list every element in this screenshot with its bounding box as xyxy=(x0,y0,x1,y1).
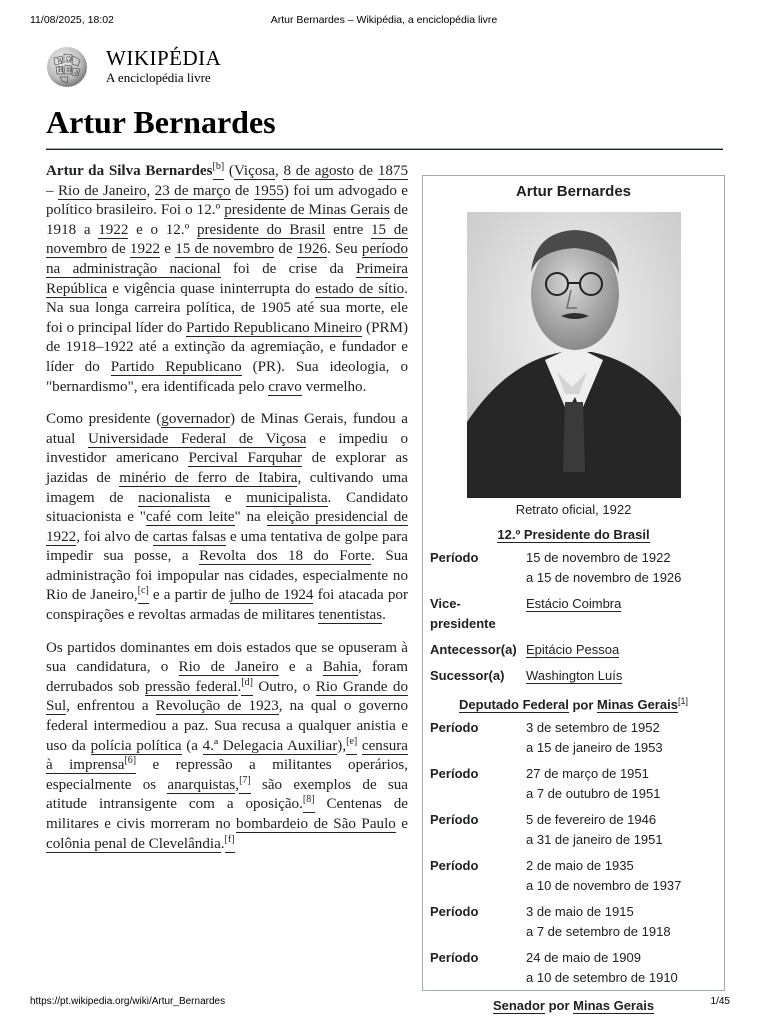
article-link[interactable]: Bahia xyxy=(322,659,358,676)
svg-text:И: И xyxy=(58,67,64,74)
wikipedia-wordmark: WIKIPÉDIA xyxy=(106,46,222,70)
infobox-value xyxy=(526,594,724,634)
infobox-value xyxy=(526,902,724,942)
article-text: . xyxy=(237,678,242,695)
infobox-value xyxy=(526,810,724,850)
article-link[interactable]: Viçosa xyxy=(233,163,275,179)
infobox-value-line: a 15 de janeiro de 1953 xyxy=(526,740,663,756)
infobox-row xyxy=(423,718,724,758)
article-text: Os partidos dominantes em dois estados que se opuseram à sua candidatura, o xyxy=(46,639,408,676)
infobox-row xyxy=(423,856,724,896)
reference-link[interactable] xyxy=(303,796,315,813)
article-text: de explorar as jazidas de xyxy=(46,450,408,486)
article-text: e xyxy=(160,241,176,258)
article-text: foi de crise da xyxy=(220,260,357,277)
infobox-label: Período xyxy=(430,904,479,920)
article-link[interactable]: bombardeio de São Paulo xyxy=(236,816,396,832)
article-link[interactable]: Primeira República xyxy=(46,260,408,297)
reference-sup[interactable]: [d] xyxy=(241,676,253,688)
infobox-row xyxy=(423,666,724,686)
wikipedia-globe-icon xyxy=(44,44,94,88)
infobox-section-heading xyxy=(423,527,724,542)
article-text: e a xyxy=(278,659,323,676)
infobox-heading-link[interactable]: Minas Gerais xyxy=(573,998,655,1014)
reference-sup[interactable]: [8] xyxy=(302,794,315,806)
article-paragraph xyxy=(46,162,408,397)
article-text: , enfrentou a xyxy=(66,698,156,715)
article-text: de xyxy=(107,241,130,258)
infobox-label: Vice-presidente xyxy=(430,596,496,631)
infobox-row xyxy=(423,764,724,804)
article-body xyxy=(46,162,408,867)
article-text: Como presidente ( xyxy=(46,411,162,428)
article-link[interactable]: Universidade Federal de Viçosa xyxy=(87,430,307,447)
article-text: ( xyxy=(224,163,234,179)
article-link[interactable]: 1922 xyxy=(129,241,161,258)
article-text: e a partir de xyxy=(148,587,230,604)
reference-link[interactable] xyxy=(124,757,136,774)
infobox-value-line: a 15 de novembro de 1926 xyxy=(526,570,682,585)
article-link[interactable]: período na administração nacional xyxy=(46,241,409,277)
article-link[interactable]: Revolução de 1923 xyxy=(155,698,279,715)
portrait-caption: Retrato oficial, 1922 xyxy=(515,502,632,517)
article-text: , xyxy=(274,163,284,179)
article-text: , foram derrubados sob xyxy=(46,659,408,695)
infobox-value-line: 24 de maio de 1909 xyxy=(526,950,641,966)
article-text: e uma tentativa de golpe para impedir sua posse, a xyxy=(46,528,408,565)
article-paragraph xyxy=(46,410,408,626)
article-link[interactable]: estado de sítio xyxy=(315,280,405,297)
infobox-row xyxy=(423,548,724,588)
article-link[interactable]: café com leite xyxy=(145,509,235,526)
page-title: Artur Bernardes xyxy=(46,104,276,140)
infobox-heading-link[interactable]: 12.º Presidente do Brasil xyxy=(497,527,650,542)
reference-sup[interactable]: [b] xyxy=(212,160,225,172)
wikipedia-tagline: A enciclopédia livre xyxy=(106,70,211,85)
article-link[interactable]: julho de 1924 xyxy=(229,587,314,604)
article-link[interactable]: 1926 xyxy=(296,241,328,258)
article-text: . Candidato situacionista e " xyxy=(46,489,408,526)
article-text: , foi alvo de xyxy=(76,528,153,545)
article-link[interactable]: governador xyxy=(161,411,231,428)
wikipedia-logo[interactable] xyxy=(44,42,244,92)
infobox-heading-text: por xyxy=(568,697,597,713)
infobox-label: Período xyxy=(430,720,479,736)
article-link[interactable]: presidente de Minas Gerais xyxy=(224,202,390,219)
infobox-value-line: 2 de maio de 1935 xyxy=(526,858,634,874)
reference-link[interactable] xyxy=(224,833,235,853)
article-link[interactable]: colônia penal de Clevelândia xyxy=(46,835,221,852)
infobox-label: Período xyxy=(430,812,479,828)
article-link[interactable]: tenentistas xyxy=(318,607,383,624)
infobox-sections xyxy=(423,527,724,1013)
article-text: de xyxy=(354,163,378,179)
article-text: , xyxy=(146,182,155,199)
reference-sup[interactable]: [6] xyxy=(124,755,137,767)
infobox-value xyxy=(526,666,724,686)
article-text: Outro, o xyxy=(252,678,316,695)
article-link[interactable]: cartas falsas xyxy=(152,528,227,545)
article-link[interactable]: 1922 xyxy=(98,221,129,238)
infobox-value xyxy=(526,764,724,804)
article-link[interactable]: nacionalista xyxy=(138,489,211,506)
infobox-value-link[interactable]: Washington Luís xyxy=(526,668,623,683)
reference-link[interactable] xyxy=(212,160,225,180)
article-link[interactable]: 15 de novembro xyxy=(175,241,275,258)
article-text: e xyxy=(395,816,408,832)
article-text: (PRM) de 1918–1922 até a extinção da agremiação, e fundador e líder do xyxy=(46,319,408,375)
article-text: ), xyxy=(337,737,347,754)
article-text: de xyxy=(274,241,297,258)
article-text: de 1918 a xyxy=(46,202,408,238)
print-title: Artur Bernardes – Wikipédia, a enciclopédia livre xyxy=(270,14,498,26)
article-link[interactable]: polícia política xyxy=(90,737,182,754)
print-page-number: 1/45 xyxy=(710,996,730,1007)
article-text: . Seu xyxy=(327,241,362,258)
infobox-value xyxy=(526,856,724,896)
article-text: . Sua administração foi impopular nas cidades, especialmente no Rio de Janeiro, xyxy=(46,548,408,604)
article-text: e xyxy=(210,489,247,506)
infobox-heading-text: por xyxy=(544,998,574,1014)
infobox-label: Período xyxy=(430,550,479,565)
article-text: " na xyxy=(234,509,267,526)
svg-text:Ω: Ω xyxy=(66,56,71,63)
infobox-value-line: 27 de março de 1951 xyxy=(526,766,649,782)
article-link[interactable]: Partido Republicano xyxy=(110,358,242,375)
article-link[interactable]: 15 de novembro xyxy=(46,221,408,258)
print-date: 11/08/2025, 18:02 xyxy=(30,14,114,26)
infobox-value xyxy=(526,718,724,758)
article-text: Centenas de militares e civis morreram no xyxy=(46,796,408,832)
article-link[interactable]: Percival Farquhar xyxy=(188,450,303,467)
svg-text:ي: ي xyxy=(74,68,79,75)
reference-link[interactable] xyxy=(346,735,358,755)
reference-sup[interactable]: [c] xyxy=(137,585,149,597)
reference-sup[interactable]: [7] xyxy=(239,774,251,786)
infobox-value xyxy=(526,548,724,588)
article-text: . xyxy=(220,835,225,852)
article-text: , na qual o governo federal intermediou a paz. Sua recusa a qualquer anistia e uso da xyxy=(46,698,409,754)
article-text: . Na sua longa carreira política, de 1905 até sua morte, ele foi o principal líder do xyxy=(46,280,408,336)
article-text: , xyxy=(235,776,240,793)
print-header xyxy=(30,14,738,28)
infobox-value-line: 5 de fevereiro de 1946 xyxy=(526,812,657,828)
article-link[interactable]: 23 de março xyxy=(154,182,231,199)
article-text: entre xyxy=(325,221,371,238)
infobox-row xyxy=(423,902,724,942)
article-link[interactable]: eleição presidencial de 1922 xyxy=(46,509,408,545)
infobox-label: Sucessor(a) xyxy=(430,668,505,683)
article-text: (a xyxy=(181,737,203,754)
infobox-value-link[interactable]: Epitácio Pessoa xyxy=(526,642,620,657)
infobox-row xyxy=(423,640,724,660)
infobox-row xyxy=(423,948,724,988)
article-link[interactable]: cravo xyxy=(268,378,302,395)
article-link[interactable]: Revolta dos 18 do Forte xyxy=(199,548,372,565)
infobox-heading-link[interactable]: Deputado Federal xyxy=(459,697,569,713)
infobox-value-line: a 31 de janeiro de 1951 xyxy=(526,832,663,848)
infobox-label: Período xyxy=(430,766,479,782)
article-text: (PR). Sua ideologia, o "bernardismo", era identificada pelo xyxy=(46,358,408,395)
article-link[interactable]: pressão federal xyxy=(144,678,238,695)
article-text: ) de Minas Gerais, fundou a atual xyxy=(46,411,408,447)
article-paragraph xyxy=(46,639,408,855)
article-link[interactable]: Partido Republicano Mineiro xyxy=(185,319,363,336)
infobox-value xyxy=(526,948,724,988)
infobox-heading-link[interactable]: Minas Gerais xyxy=(597,697,678,713)
article-text: são exemplos de sua atitude intransigente com a oposição. xyxy=(46,776,408,813)
infobox-value-line: 15 de novembro de 1922 xyxy=(526,550,671,565)
article-text: ) foi um advogado e político brasileiro. Foi o 12.º xyxy=(46,182,408,219)
reference-link[interactable] xyxy=(241,676,253,696)
reference-link[interactable] xyxy=(239,774,251,794)
infobox-label: Período xyxy=(430,950,479,966)
reference-sup[interactable]: [1] xyxy=(677,696,688,706)
article-text: e o 12.º xyxy=(128,221,197,238)
article-link[interactable]: 1955 xyxy=(253,182,284,199)
reference-link[interactable] xyxy=(138,587,149,604)
article-text: de xyxy=(230,182,254,199)
article-text: . xyxy=(382,607,386,624)
infobox-value xyxy=(526,640,724,660)
infobox-value-link[interactable]: Estácio Coimbra xyxy=(526,596,622,611)
article-link[interactable]: Rio de Janeiro xyxy=(178,659,279,676)
article-text: , cultivando uma imagem de xyxy=(46,469,408,506)
article-text: – xyxy=(46,182,58,199)
reference-sup[interactable]: [f] xyxy=(224,833,235,845)
article-text: foi atacada por conspirações e revoltas armadas de militares xyxy=(46,587,408,624)
article-link[interactable]: Rio de Janeiro xyxy=(57,182,147,199)
infobox-label: Período xyxy=(430,858,479,874)
article-link[interactable]: municipalista xyxy=(246,489,328,506)
portrait-photo xyxy=(467,212,681,498)
article-link[interactable]: anarquistas xyxy=(167,776,236,793)
article-text: vermelho. xyxy=(301,378,367,395)
infobox-value-line: a 7 de setembro de 1918 xyxy=(526,924,671,940)
article-subject: Artur da Silva Bernardes xyxy=(46,163,213,179)
print-url: https://pt.wikipedia.org/wiki/Artur_Bernardes xyxy=(30,996,226,1007)
article-link[interactable]: Rio Grande do Sul xyxy=(46,678,408,715)
infobox-heading-link[interactable]: Senador xyxy=(492,998,545,1014)
article-text: e impediu o investidor americano xyxy=(46,430,408,467)
article-link[interactable]: 8 de agosto xyxy=(283,163,355,179)
article-link[interactable]: presidente do Brasil xyxy=(196,221,326,238)
print-footer xyxy=(30,996,738,1010)
infobox-value-line: a 10 de novembro de 1937 xyxy=(526,878,682,894)
infobox-row xyxy=(423,810,724,850)
title-divider xyxy=(46,148,723,150)
infobox-value-line: a 10 de setembro de 1910 xyxy=(526,970,678,986)
article-link[interactable]: minério de ferro de Itabira xyxy=(119,469,298,486)
infobox-row xyxy=(423,594,724,634)
article-text: e repressão a militantes operários, especialmente os xyxy=(46,757,408,793)
svg-text:W: W xyxy=(57,58,64,65)
infobox-section-heading xyxy=(423,696,724,712)
article-link[interactable]: 4.ª Delegacia Auxiliar xyxy=(202,737,338,754)
infobox-title: Artur Bernardes xyxy=(515,183,632,200)
reference-sup[interactable]: [e] xyxy=(346,735,358,747)
article-text: e vigência quase ininterrupta do xyxy=(107,280,316,297)
infobox-value-line: 3 de setembro de 1952 xyxy=(526,720,660,736)
infobox-label: Antecessor(a) xyxy=(430,642,517,657)
article-link[interactable]: 1875 xyxy=(377,163,408,179)
article-link[interactable]: censura à imprensa xyxy=(46,737,408,774)
infobox-value-line: a 7 de outubro de 1951 xyxy=(526,786,661,802)
infobox-value-line: 3 de maio de 1915 xyxy=(526,904,634,920)
svg-text:維: 維 xyxy=(66,67,73,74)
